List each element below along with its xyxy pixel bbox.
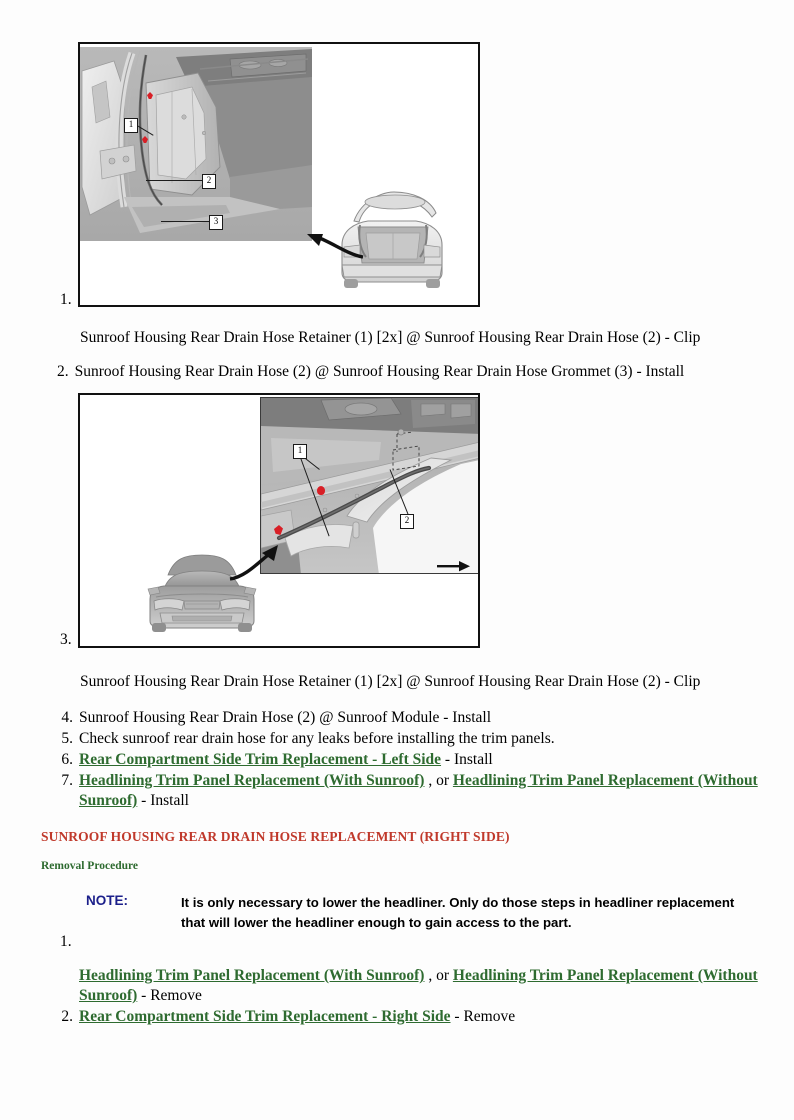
- retainer-marker-upper: [317, 486, 325, 495]
- figure-1-step-number: 1.: [60, 291, 72, 308]
- figure-2-callout-2: 2: [400, 514, 414, 529]
- step-row: [57, 771, 777, 811]
- figure-1-leader-2: [146, 180, 203, 181]
- figure-1-leader-3: [161, 221, 210, 222]
- figure-2-step-number: 3.: [60, 631, 72, 648]
- figure-1-callout-3: 3: [209, 215, 223, 230]
- note-label: NOTE:: [86, 893, 128, 908]
- figure-1: [78, 42, 480, 307]
- note-step-number: 1.: [60, 933, 72, 950]
- step-row: [57, 729, 777, 749]
- procedure-link[interactable]: Rear Compartment Side Trim Replacement - Right Side: [79, 1008, 451, 1025]
- step-2-text: Sunroof Housing Rear Drain Hose (2) @ Sunroof Housing Rear Drain Hose Grommet (3) - Install: [74, 363, 685, 380]
- removal-step-number: 2.: [61, 1008, 73, 1025]
- figure-1-callout-2: 2: [202, 174, 216, 189]
- removal-step-row: [57, 966, 777, 1006]
- procedure-link[interactable]: Headlining Trim Panel Replacement (With Sunroof): [79, 772, 425, 789]
- step-row: [57, 708, 777, 728]
- removal-step-row: [57, 1007, 777, 1027]
- figure-2-caption: Sunroof Housing Rear Drain Hose Retainer (1) [2x] @ Sunroof Housing Rear Drain Hose (2) - Clip: [80, 673, 701, 690]
- figure-2-callout-1: 1: [293, 444, 307, 459]
- procedure-link[interactable]: Rear Compartment Side Trim Replacement - Left Side: [79, 751, 442, 768]
- figure-1-pointer-arrow: [305, 229, 367, 265]
- step-number: 7.: [61, 772, 73, 789]
- section-heading: SUNROOF HOUSING REAR DRAIN HOSE REPLACEMENT (RIGHT SIDE): [41, 829, 510, 844]
- step-number: 5.: [61, 730, 73, 747]
- note-body: It is only necessary to lower the headliner. Only do those steps in headliner replacement that will lower the headliner enough to gain access to the part.: [181, 895, 735, 930]
- procedure-link[interactable]: Headlining Trim Panel Replacement (With Sunroof): [79, 967, 425, 984]
- figure-2: [78, 393, 480, 648]
- figure-1-detail-view: [80, 47, 312, 241]
- figure-1-callout-1: 1: [124, 118, 138, 133]
- procedure-link[interactable]: Headlining Trim Panel Replacement (Without Sunroof): [79, 772, 758, 809]
- removal-steps-list: [57, 966, 777, 1028]
- step-text: Check sunroof rear drain hose for any leaks before installing the trim panels.: [79, 730, 555, 747]
- removal-step-text: Headlining Trim Panel Replacement (With Sunroof) , or Headlining Trim Panel Replacement (Without Sunroof) - Remove: [79, 967, 758, 1004]
- section-subheading: Removal Procedure: [41, 860, 138, 872]
- step-number: 6.: [61, 751, 73, 768]
- step-2-number: 2.: [57, 363, 69, 380]
- step-text: Headlining Trim Panel Replacement (With Sunroof) , or Headlining Trim Panel Replacement (Without Sunroof) - Install: [79, 772, 758, 809]
- figure-2-pointer-arrow: [228, 543, 280, 583]
- figure-2-detail-view: [260, 397, 479, 574]
- procedure-link[interactable]: Headlining Trim Panel Replacement (Without Sunroof): [79, 967, 758, 1004]
- removal-step-text: Rear Compartment Side Trim Replacement - Right Side - Remove: [79, 1008, 516, 1025]
- figure-1-caption: Sunroof Housing Rear Drain Hose Retainer (1) [2x] @ Sunroof Housing Rear Drain Hose (2) - Clip: [80, 329, 701, 346]
- step-text: Rear Compartment Side Trim Replacement - Left Side - Install: [79, 751, 493, 768]
- step-2: [57, 362, 777, 382]
- step-number: 4.: [61, 709, 73, 726]
- step-text: Sunroof Housing Rear Drain Hose (2) @ Sunroof Module - Install: [79, 709, 492, 726]
- steps-list: [57, 708, 777, 812]
- step-row: [57, 750, 777, 770]
